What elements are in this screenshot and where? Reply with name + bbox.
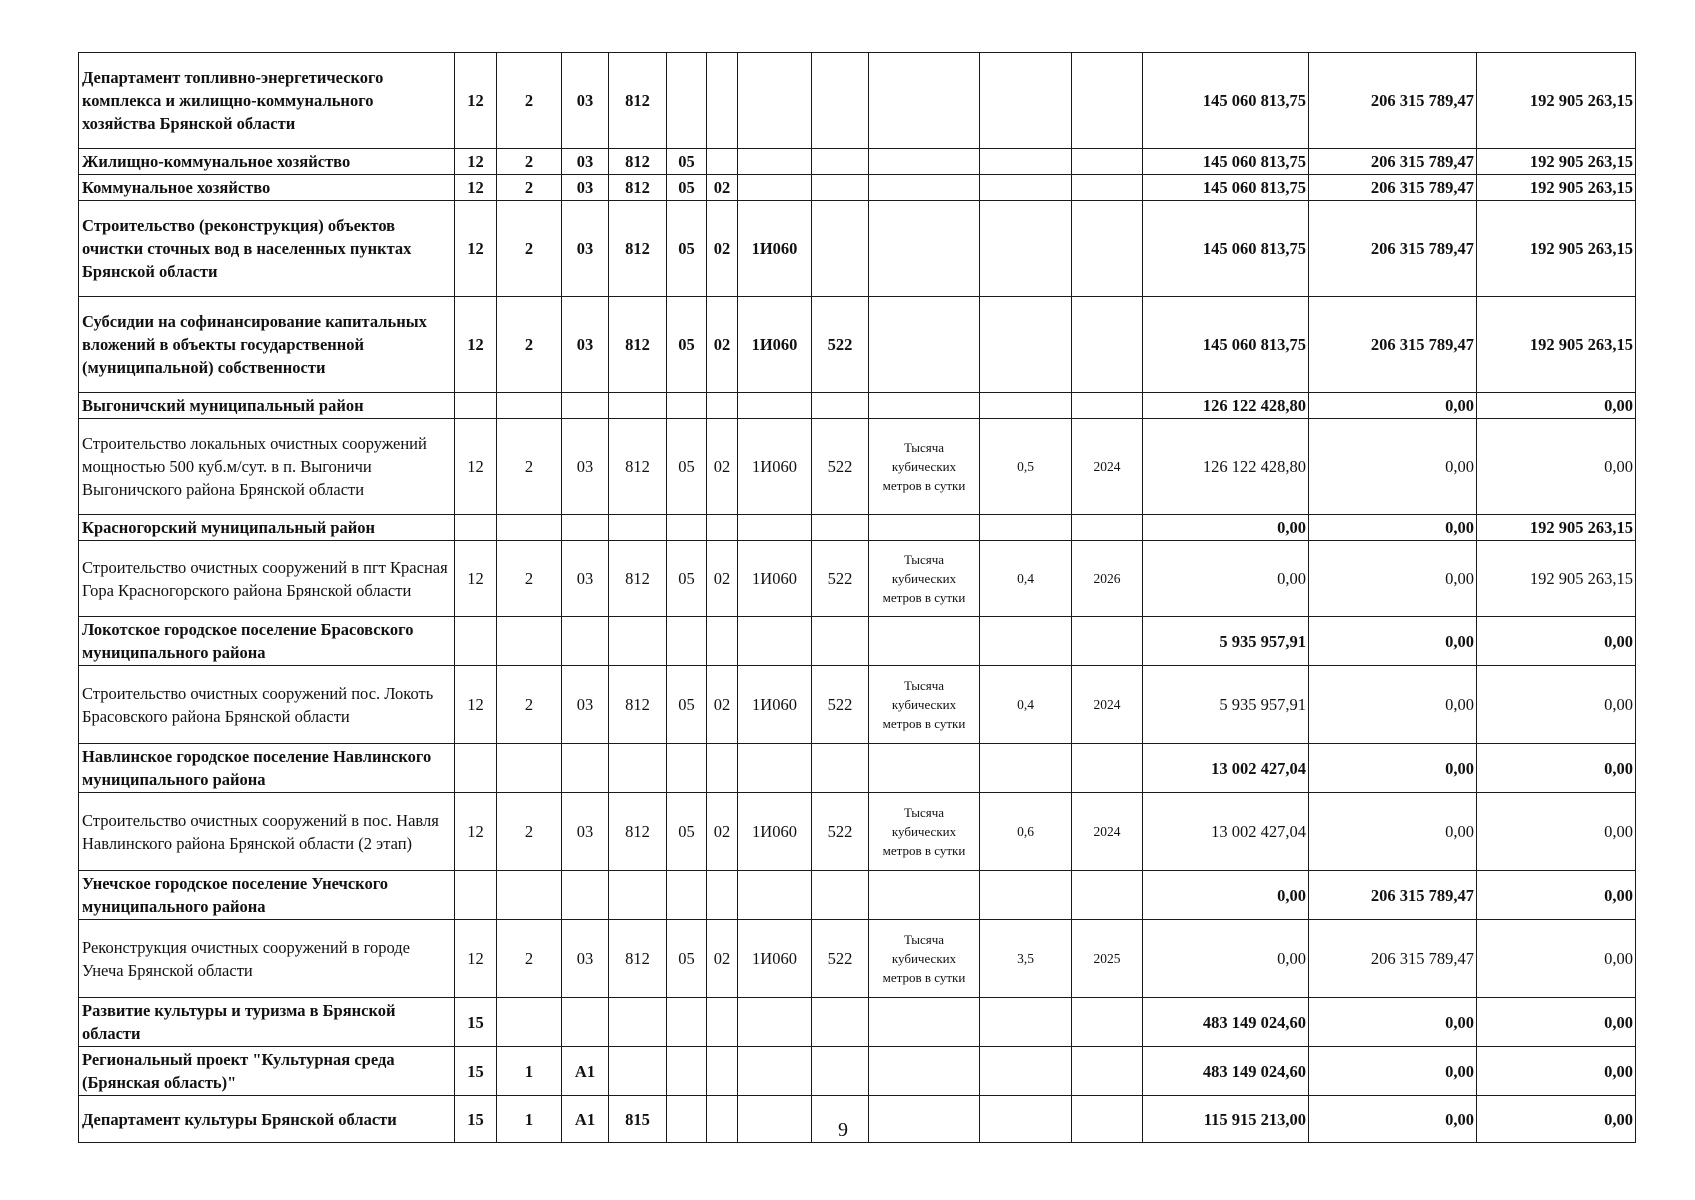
- amount-2024-cell: 145 060 813,75: [1143, 175, 1309, 201]
- capacity-unit-cell: [869, 1047, 980, 1096]
- code-department-cell: 812: [609, 201, 667, 297]
- capacity-unit-cell: [869, 393, 980, 419]
- code-subsection-cell: [707, 1096, 738, 1143]
- code-target-cell: [738, 149, 812, 175]
- row-name-cell: Развитие культуры и туризма в Брянской области: [79, 998, 455, 1047]
- code-section-cell: 05: [667, 149, 707, 175]
- code-department-cell: [609, 393, 667, 419]
- code-program-cell: 15: [455, 1047, 497, 1096]
- code-program-cell: [455, 515, 497, 541]
- code-department-cell: 815: [609, 1096, 667, 1143]
- completion-year-cell: 2025: [1072, 920, 1143, 998]
- code-section-cell: [667, 998, 707, 1047]
- completion-year-cell: 2024: [1072, 793, 1143, 871]
- code-section-cell: 05: [667, 793, 707, 871]
- code-expense-type-cell: 522: [812, 541, 869, 617]
- row-name-cell: Региональный проект "Культурная среда (Брянская область)": [79, 1047, 455, 1096]
- row-name-cell: Строительство очистных сооружений пос. Локоть Брасовского района Брянской области: [79, 666, 455, 744]
- code-project-cell: [562, 393, 609, 419]
- code-project-cell: 03: [562, 666, 609, 744]
- amount-2025-cell: 206 315 789,47: [1309, 871, 1477, 920]
- code-subsection-cell: [707, 617, 738, 666]
- code-project-cell: A1: [562, 1047, 609, 1096]
- code-department-cell: [609, 1047, 667, 1096]
- code-project-cell: 03: [562, 149, 609, 175]
- amount-2025-cell: 206 315 789,47: [1309, 297, 1477, 393]
- code-target-cell: 1И060: [738, 920, 812, 998]
- code-expense-type-cell: [812, 201, 869, 297]
- budget-table: [78, 52, 1636, 1143]
- budget-table-page: [78, 52, 1635, 1143]
- amount-2025-cell: 0,00: [1309, 666, 1477, 744]
- completion-year-cell: [1072, 871, 1143, 920]
- code-project-cell: 03: [562, 793, 609, 871]
- code-subsection-cell: [707, 53, 738, 149]
- amount-2025-cell: 0,00: [1309, 998, 1477, 1047]
- amount-2026-cell: 192 905 263,15: [1477, 297, 1636, 393]
- code-department-cell: 812: [609, 666, 667, 744]
- row-name-cell: Красногорский муниципальный район: [79, 515, 455, 541]
- table-row: [79, 998, 1636, 1047]
- amount-2024-cell: 5 935 957,91: [1143, 666, 1309, 744]
- code-subprogram-cell: 2: [497, 541, 562, 617]
- amount-2026-cell: 0,00: [1477, 666, 1636, 744]
- code-program-cell: [455, 393, 497, 419]
- code-expense-type-cell: [812, 515, 869, 541]
- code-target-cell: [738, 871, 812, 920]
- code-target-cell: [738, 515, 812, 541]
- amount-2024-cell: 483 149 024,60: [1143, 998, 1309, 1047]
- code-project-cell: 03: [562, 419, 609, 515]
- table-row: [79, 793, 1636, 871]
- row-name-cell: Строительство очистных сооружений в пос. Навля Навлинского района Брянской области (2 этап): [79, 793, 455, 871]
- code-subprogram-cell: 1: [497, 1096, 562, 1143]
- amount-2024-cell: 13 002 427,04: [1143, 793, 1309, 871]
- capacity-value-cell: [980, 871, 1072, 920]
- code-expense-type-cell: [812, 744, 869, 793]
- amount-2026-cell: 0,00: [1477, 393, 1636, 419]
- amount-2024-cell: 5 935 957,91: [1143, 617, 1309, 666]
- amount-2024-cell: 145 060 813,75: [1143, 297, 1309, 393]
- capacity-unit-cell: [869, 175, 980, 201]
- code-department-cell: 812: [609, 419, 667, 515]
- table-row: [79, 666, 1636, 744]
- amount-2026-cell: 0,00: [1477, 617, 1636, 666]
- row-name-cell: Выгоничский муниципальный район: [79, 393, 455, 419]
- code-project-cell: 03: [562, 53, 609, 149]
- code-section-cell: 05: [667, 920, 707, 998]
- capacity-unit-cell: [869, 201, 980, 297]
- code-expense-type-cell: [812, 53, 869, 149]
- code-subsection-cell: 02: [707, 793, 738, 871]
- amount-2024-cell: 126 122 428,80: [1143, 419, 1309, 515]
- code-department-cell: 812: [609, 920, 667, 998]
- amount-2025-cell: 0,00: [1309, 515, 1477, 541]
- row-name-cell: Навлинское городское поселение Навлинского муниципального района: [79, 744, 455, 793]
- code-subsection-cell: [707, 998, 738, 1047]
- table-row: [79, 920, 1636, 998]
- code-subsection-cell: 02: [707, 201, 738, 297]
- amount-2026-cell: 0,00: [1477, 871, 1636, 920]
- amount-2026-cell: 0,00: [1477, 793, 1636, 871]
- row-name-cell: Унечское городское поселение Унечского муниципального района: [79, 871, 455, 920]
- code-subprogram-cell: [497, 998, 562, 1047]
- row-name-cell: Строительство локальных очистных сооружений мощностью 500 куб.м/сут. в п. Выгоничи Выгоничского района Брянской области: [79, 419, 455, 515]
- code-expense-type-cell: [812, 175, 869, 201]
- completion-year-cell: [1072, 393, 1143, 419]
- amount-2025-cell: 0,00: [1309, 793, 1477, 871]
- completion-year-cell: [1072, 515, 1143, 541]
- code-subsection-cell: 02: [707, 666, 738, 744]
- table-row: [79, 744, 1636, 793]
- capacity-value-cell: [980, 53, 1072, 149]
- completion-year-cell: [1072, 744, 1143, 793]
- code-subprogram-cell: 2: [497, 149, 562, 175]
- code-section-cell: 05: [667, 175, 707, 201]
- capacity-value-cell: [980, 515, 1072, 541]
- code-subsection-cell: [707, 149, 738, 175]
- code-subsection-cell: [707, 1047, 738, 1096]
- amount-2024-cell: 13 002 427,04: [1143, 744, 1309, 793]
- completion-year-cell: [1072, 53, 1143, 149]
- code-subsection-cell: 02: [707, 419, 738, 515]
- page-number: 9: [838, 1119, 848, 1141]
- code-project-cell: 03: [562, 920, 609, 998]
- code-expense-type-cell: [812, 617, 869, 666]
- code-expense-type-cell: 522: [812, 793, 869, 871]
- code-section-cell: 05: [667, 666, 707, 744]
- code-subsection-cell: [707, 515, 738, 541]
- amount-2026-cell: 0,00: [1477, 1096, 1636, 1143]
- table-row: [79, 1096, 1636, 1143]
- code-subprogram-cell: 2: [497, 419, 562, 515]
- table-row: [79, 297, 1636, 393]
- code-department-cell: 812: [609, 149, 667, 175]
- table-row: [79, 871, 1636, 920]
- code-section-cell: [667, 871, 707, 920]
- capacity-value-cell: [980, 998, 1072, 1047]
- capacity-unit-cell: [869, 297, 980, 393]
- amount-2025-cell: 206 315 789,47: [1309, 149, 1477, 175]
- code-subsection-cell: 02: [707, 541, 738, 617]
- row-name-cell: Коммунальное хозяйство: [79, 175, 455, 201]
- row-name-cell: Строительство очистных сооружений в пгт Красная Гора Красногорского района Брянской области: [79, 541, 455, 617]
- code-program-cell: [455, 617, 497, 666]
- code-section-cell: [667, 53, 707, 149]
- capacity-value-cell: [980, 393, 1072, 419]
- code-section-cell: 05: [667, 297, 707, 393]
- code-subprogram-cell: [497, 515, 562, 541]
- code-department-cell: [609, 998, 667, 1047]
- code-department-cell: 812: [609, 53, 667, 149]
- code-program-cell: [455, 744, 497, 793]
- code-expense-type-cell: [812, 998, 869, 1047]
- amount-2024-cell: 145 060 813,75: [1143, 201, 1309, 297]
- code-target-cell: 1И060: [738, 201, 812, 297]
- table-row: [79, 541, 1636, 617]
- amount-2025-cell: 0,00: [1309, 541, 1477, 617]
- code-target-cell: [738, 1096, 812, 1143]
- code-program-cell: 12: [455, 149, 497, 175]
- amount-2025-cell: 206 315 789,47: [1309, 920, 1477, 998]
- code-target-cell: 1И060: [738, 419, 812, 515]
- table-row: [79, 1047, 1636, 1096]
- amount-2024-cell: 0,00: [1143, 541, 1309, 617]
- code-department-cell: 812: [609, 541, 667, 617]
- code-subsection-cell: [707, 744, 738, 793]
- code-subsection-cell: 02: [707, 175, 738, 201]
- code-target-cell: [738, 998, 812, 1047]
- code-target-cell: [738, 744, 812, 793]
- completion-year-cell: [1072, 998, 1143, 1047]
- row-name-cell: Реконструкция очистных сооружений в городе Унеча Брянской области: [79, 920, 455, 998]
- code-project-cell: [562, 744, 609, 793]
- completion-year-cell: 2026: [1072, 541, 1143, 617]
- code-target-cell: [738, 175, 812, 201]
- capacity-value-cell: [980, 1096, 1072, 1143]
- amount-2024-cell: 126 122 428,80: [1143, 393, 1309, 419]
- capacity-value-cell: [980, 175, 1072, 201]
- capacity-value-cell: 3,5: [980, 920, 1072, 998]
- amount-2024-cell: 145 060 813,75: [1143, 53, 1309, 149]
- completion-year-cell: [1072, 1047, 1143, 1096]
- code-program-cell: 12: [455, 201, 497, 297]
- row-name-cell: Департамент культуры Брянской области: [79, 1096, 455, 1143]
- code-project-cell: [562, 871, 609, 920]
- completion-year-cell: 2024: [1072, 666, 1143, 744]
- code-subsection-cell: 02: [707, 297, 738, 393]
- code-section-cell: [667, 1047, 707, 1096]
- row-name-cell: Локотское городское поселение Брасовского муниципального района: [79, 617, 455, 666]
- code-project-cell: A1: [562, 1096, 609, 1143]
- code-expense-type-cell: 522: [812, 666, 869, 744]
- capacity-value-cell: 0,6: [980, 793, 1072, 871]
- capacity-unit-cell: [869, 1096, 980, 1143]
- code-target-cell: 1И060: [738, 793, 812, 871]
- amount-2024-cell: 115 915 213,00: [1143, 1096, 1309, 1143]
- code-target-cell: [738, 53, 812, 149]
- table-row: [79, 617, 1636, 666]
- capacity-value-cell: 0,4: [980, 666, 1072, 744]
- code-program-cell: 12: [455, 793, 497, 871]
- code-program-cell: 12: [455, 666, 497, 744]
- code-subsection-cell: [707, 871, 738, 920]
- code-target-cell: [738, 1047, 812, 1096]
- code-subprogram-cell: 2: [497, 666, 562, 744]
- code-section-cell: 05: [667, 541, 707, 617]
- table-row: [79, 175, 1636, 201]
- code-program-cell: [455, 871, 497, 920]
- amount-2024-cell: 0,00: [1143, 920, 1309, 998]
- capacity-value-cell: [980, 617, 1072, 666]
- capacity-unit-cell: Тысяча кубических метров в сутки: [869, 419, 980, 515]
- amount-2024-cell: 0,00: [1143, 871, 1309, 920]
- amount-2026-cell: 192 905 263,15: [1477, 175, 1636, 201]
- amount-2025-cell: 0,00: [1309, 617, 1477, 666]
- code-subprogram-cell: 2: [497, 53, 562, 149]
- code-program-cell: 12: [455, 297, 497, 393]
- completion-year-cell: [1072, 1096, 1143, 1143]
- code-section-cell: [667, 515, 707, 541]
- code-subprogram-cell: 2: [497, 175, 562, 201]
- code-department-cell: 812: [609, 175, 667, 201]
- amount-2025-cell: 0,00: [1309, 1047, 1477, 1096]
- code-subsection-cell: [707, 393, 738, 419]
- capacity-unit-cell: [869, 149, 980, 175]
- amount-2026-cell: 0,00: [1477, 920, 1636, 998]
- code-target-cell: [738, 617, 812, 666]
- code-section-cell: 05: [667, 201, 707, 297]
- code-program-cell: 12: [455, 175, 497, 201]
- code-department-cell: [609, 871, 667, 920]
- code-department-cell: [609, 617, 667, 666]
- capacity-value-cell: 0,5: [980, 419, 1072, 515]
- code-section-cell: 05: [667, 419, 707, 515]
- code-program-cell: 12: [455, 419, 497, 515]
- capacity-unit-cell: Тысяча кубических метров в сутки: [869, 920, 980, 998]
- capacity-unit-cell: [869, 617, 980, 666]
- code-project-cell: 03: [562, 297, 609, 393]
- table-row: [79, 419, 1636, 515]
- table-row: [79, 201, 1636, 297]
- code-expense-type-cell: [812, 1047, 869, 1096]
- row-name-cell: Департамент топливно-энергетического комплекса и жилищно-коммунального хозяйства Брянской области: [79, 53, 455, 149]
- capacity-unit-cell: [869, 998, 980, 1047]
- table-row: [79, 393, 1636, 419]
- code-project-cell: [562, 998, 609, 1047]
- code-program-cell: 12: [455, 541, 497, 617]
- completion-year-cell: [1072, 617, 1143, 666]
- code-project-cell: 03: [562, 175, 609, 201]
- code-expense-type-cell: [812, 393, 869, 419]
- capacity-unit-cell: [869, 871, 980, 920]
- amount-2026-cell: 0,00: [1477, 1047, 1636, 1096]
- code-subprogram-cell: 2: [497, 920, 562, 998]
- code-program-cell: 12: [455, 53, 497, 149]
- code-subprogram-cell: [497, 393, 562, 419]
- code-department-cell: 812: [609, 793, 667, 871]
- amount-2026-cell: 192 905 263,15: [1477, 201, 1636, 297]
- capacity-unit-cell: Тысяча кубических метров в сутки: [869, 541, 980, 617]
- capacity-value-cell: [980, 297, 1072, 393]
- amount-2026-cell: 0,00: [1477, 744, 1636, 793]
- code-subprogram-cell: 1: [497, 1047, 562, 1096]
- table-row: [79, 149, 1636, 175]
- capacity-value-cell: [980, 201, 1072, 297]
- code-target-cell: 1И060: [738, 541, 812, 617]
- capacity-value-cell: 0,4: [980, 541, 1072, 617]
- code-subprogram-cell: [497, 871, 562, 920]
- code-program-cell: 15: [455, 998, 497, 1047]
- code-department-cell: [609, 744, 667, 793]
- amount-2025-cell: 206 315 789,47: [1309, 201, 1477, 297]
- code-section-cell: [667, 617, 707, 666]
- code-target-cell: [738, 393, 812, 419]
- row-name-cell: Субсидии на софинансирование капитальных вложений в объекты государственной (муниципальной) собственности: [79, 297, 455, 393]
- capacity-unit-cell: [869, 744, 980, 793]
- amount-2026-cell: 192 905 263,15: [1477, 515, 1636, 541]
- code-subprogram-cell: 2: [497, 297, 562, 393]
- table-row: [79, 515, 1636, 541]
- code-project-cell: [562, 515, 609, 541]
- amount-2025-cell: 0,00: [1309, 419, 1477, 515]
- code-department-cell: [609, 515, 667, 541]
- code-subprogram-cell: [497, 617, 562, 666]
- amount-2024-cell: 0,00: [1143, 515, 1309, 541]
- code-project-cell: 03: [562, 201, 609, 297]
- code-program-cell: 15: [455, 1096, 497, 1143]
- completion-year-cell: [1072, 149, 1143, 175]
- code-expense-type-cell: 522: [812, 297, 869, 393]
- code-department-cell: 812: [609, 297, 667, 393]
- amount-2025-cell: 206 315 789,47: [1309, 53, 1477, 149]
- amount-2024-cell: 483 149 024,60: [1143, 1047, 1309, 1096]
- capacity-unit-cell: Тысяча кубических метров в сутки: [869, 793, 980, 871]
- completion-year-cell: [1072, 201, 1143, 297]
- capacity-unit-cell: [869, 515, 980, 541]
- capacity-value-cell: [980, 1047, 1072, 1096]
- row-name-cell: Жилищно-коммунальное хозяйство: [79, 149, 455, 175]
- completion-year-cell: [1072, 297, 1143, 393]
- code-subsection-cell: 02: [707, 920, 738, 998]
- amount-2026-cell: 192 905 263,15: [1477, 149, 1636, 175]
- code-target-cell: 1И060: [738, 297, 812, 393]
- code-section-cell: [667, 744, 707, 793]
- capacity-unit-cell: [869, 53, 980, 149]
- amount-2025-cell: 0,00: [1309, 1096, 1477, 1143]
- capacity-value-cell: [980, 149, 1072, 175]
- amount-2026-cell: 192 905 263,15: [1477, 541, 1636, 617]
- code-project-cell: [562, 617, 609, 666]
- code-project-cell: 03: [562, 541, 609, 617]
- code-expense-type-cell: 522: [812, 920, 869, 998]
- completion-year-cell: 2024: [1072, 419, 1143, 515]
- row-name-cell: Строительство (реконструкция) объектов очистки сточных вод в населенных пунктах Брянской области: [79, 201, 455, 297]
- code-section-cell: [667, 1096, 707, 1143]
- amount-2026-cell: 0,00: [1477, 998, 1636, 1047]
- amount-2025-cell: 0,00: [1309, 393, 1477, 419]
- amount-2024-cell: 145 060 813,75: [1143, 149, 1309, 175]
- amount-2026-cell: 0,00: [1477, 419, 1636, 515]
- code-subprogram-cell: [497, 744, 562, 793]
- capacity-value-cell: [980, 744, 1072, 793]
- code-target-cell: 1И060: [738, 666, 812, 744]
- amount-2026-cell: 192 905 263,15: [1477, 53, 1636, 149]
- table-row: [79, 53, 1636, 149]
- capacity-unit-cell: Тысяча кубических метров в сутки: [869, 666, 980, 744]
- code-expense-type-cell: [812, 871, 869, 920]
- completion-year-cell: [1072, 175, 1143, 201]
- code-subprogram-cell: 2: [497, 201, 562, 297]
- code-program-cell: 12: [455, 920, 497, 998]
- amount-2025-cell: 206 315 789,47: [1309, 175, 1477, 201]
- code-section-cell: [667, 393, 707, 419]
- code-expense-type-cell: 522: [812, 419, 869, 515]
- code-expense-type-cell: [812, 149, 869, 175]
- amount-2025-cell: 0,00: [1309, 744, 1477, 793]
- code-subprogram-cell: 2: [497, 793, 562, 871]
